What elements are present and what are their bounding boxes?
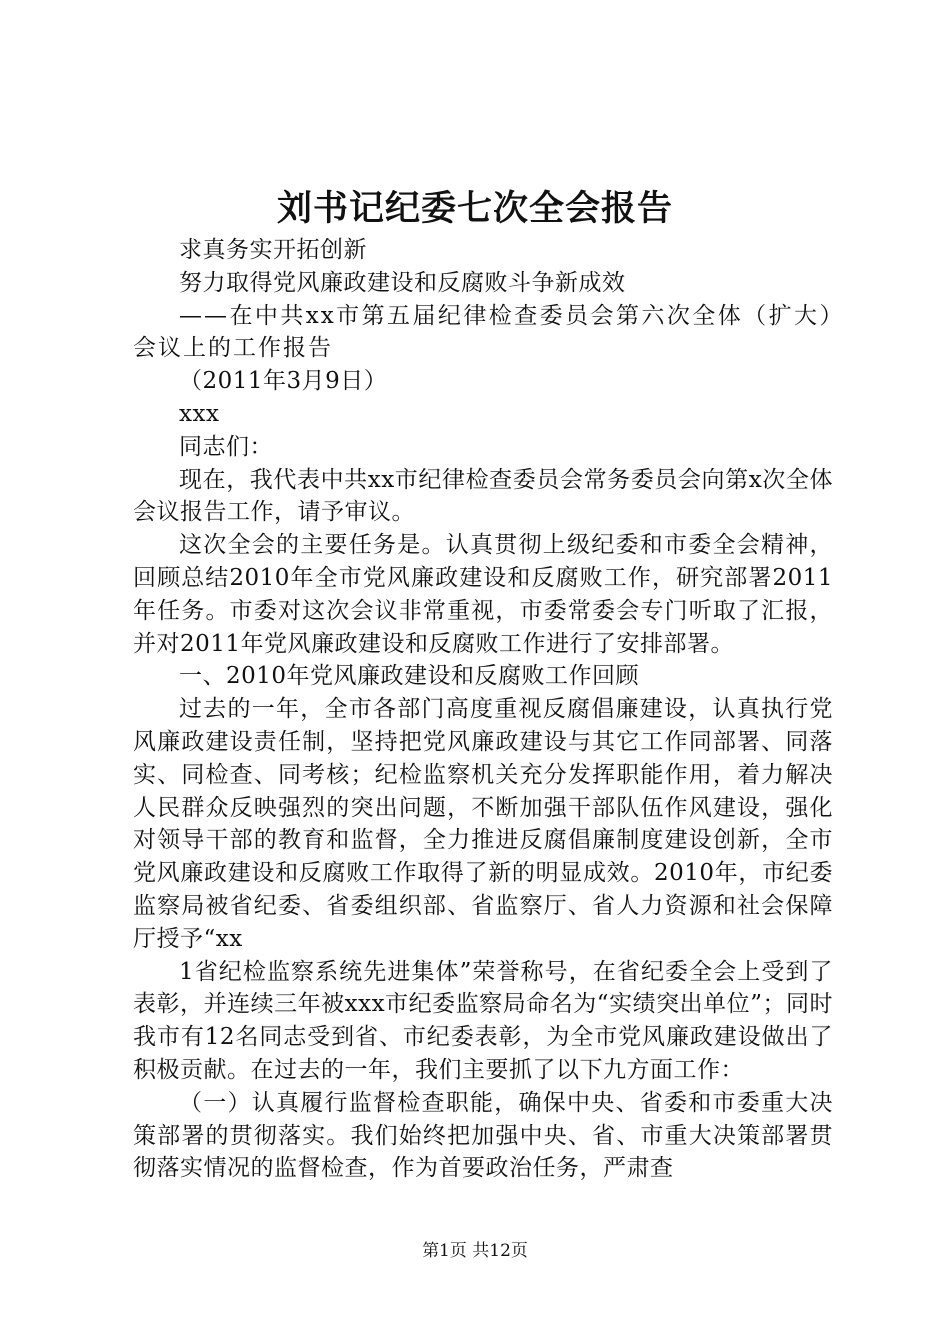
subtitle-occasion: ——在中共xx市第五届纪律检查委员会第六次全体（扩大）会议上的工作报告 [133,302,833,362]
section-heading: 一、2010年党风廉政建设和反腐败工作回顾 [179,663,640,690]
report-date: （2011年3月9日） [179,368,388,395]
subtitle-line-2: 努力取得党风廉政建设和反腐败斗争新成效 [179,269,626,296]
speaker-name: xxx [179,400,220,427]
body-paragraph: （一）认真履行监督检查职能，确保中央、省委和市委重大决策部署的贯彻落实。我们始终把加强中央、省、市重大决策部署贯彻落实情况的监督检查，作为首要政治任务，严肃查 [133,1089,833,1182]
subtitle-line-1: 求真务实开拓创新 [179,237,367,263]
page-indicator: 第1页 共12页 [422,1241,528,1261]
body-paragraph: 过去的一年，全市各部门高度重视反腐倡廉建设，认真执行党风廉政建设责任制，坚持把党风廉政建设与其它工作同部署、同落实、同检查、同考核；纪检监察机关充分发挥职能作用，着力解决人民群众反映强烈的突出问题，不断加强干部队伍作风建设，强化对领导干部的教育和监督，全力推进反腐倡廉制度建设创新，全市党风廉政建设和反腐败工作取得了新的明显成效。2010年，市纪委监察局被省纪委、省委组织部、省监察厅、省人力资源和社会保障厅授予“xx [133,696,833,952]
body-paragraph: 这次全会的主要任务是。认真贯彻上级纪委和市委全会精神，回顾总结2010年全市党风廉政建设和反腐败工作，研究部署2011年任务。市委对这次会议非常重视，市委常委会专门听取了汇报，并对2011年党风廉政建设和反腐败工作进行了安排部署。 [133,532,833,657]
body-paragraph: 现在，我代表中共xx市纪律检查委员会常务委员会向第x次全体会议报告工作，请予审议。 [133,466,833,526]
salutation: 同志们： [179,433,273,460]
body-paragraph: 1省纪检监察系统先进集体”荣誉称号，在省纪委全会上受到了表彰，并连续三年被xxx市纪委监察局命名为“实绩突出单位”；同时我市有12名同志受到省、市纪委表彰，为全市党风廉政建设做出了积极贡献。在过去的一年，我们主要抓了以下九方面工作： [133,958,833,1083]
document-title: 刘书记纪委七次全会报告 [276,188,673,229]
document-body [133,234,833,1185]
